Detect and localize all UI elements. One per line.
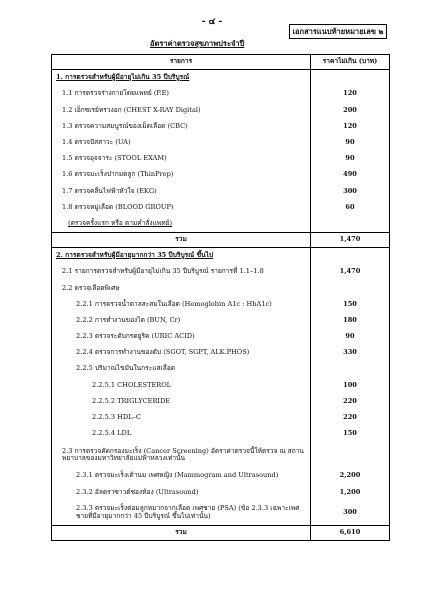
table-row bbox=[52, 361, 390, 377]
item-price: 100 bbox=[311, 377, 390, 393]
total-row bbox=[52, 232, 390, 247]
table-row bbox=[52, 183, 390, 199]
item-price: 90 bbox=[311, 135, 390, 151]
item-name: 1.1 การตรวจร่างกายโดยแพทย์ (P.E) bbox=[52, 86, 311, 102]
section-row bbox=[52, 247, 390, 264]
item-name: 1.3 ตรวจความสมบูรณ์ของเม็ดเลือด (CBC) bbox=[52, 119, 311, 135]
item-name: 2.2.1 การตรวจน้ำตาลสะสมในเลือด (Hemoglobin A1c : HbA1c) bbox=[52, 296, 311, 312]
item-name: 2.2.5 ปริมาณไขมันในกระแสเลือด bbox=[52, 361, 311, 377]
rate-table bbox=[51, 54, 390, 541]
table-header-row bbox=[52, 55, 390, 70]
table-row bbox=[52, 280, 390, 296]
item-name: 2.2.5.2 TRIGLYCERIDE bbox=[52, 394, 311, 410]
item-price: 1,470 bbox=[311, 264, 390, 280]
item-name: 1.7 ตรวจคลื่นไฟฟ้าหัวใจ (EKG) bbox=[52, 183, 311, 199]
table-row bbox=[52, 501, 390, 526]
table-row bbox=[52, 468, 390, 484]
document-title: อัตราค่าตรวจสุขภาพประจำปี bbox=[150, 39, 245, 48]
table-row bbox=[52, 426, 390, 442]
item-name: 2.3.2 อัลตราซาวด์ช่องท้อง (Ultrasound) bbox=[52, 484, 311, 500]
item-price: 90 bbox=[311, 151, 390, 167]
table-row bbox=[52, 329, 390, 345]
item-name: 2.2 ตรวจเลือดพิเศษ bbox=[52, 280, 311, 296]
table-row bbox=[52, 264, 390, 280]
table-row bbox=[52, 296, 390, 312]
item-name: 2.2.4 ตรวจการทำงานของตับ (SGOT, SGPT, ALK.PHOS) bbox=[52, 345, 311, 361]
item-name: 1.5 ตรวจอุจจาระ (STOOL EXAM) bbox=[52, 151, 311, 167]
table-row bbox=[52, 86, 390, 102]
table-row bbox=[52, 313, 390, 329]
page-number: - ๔ - bbox=[201, 17, 223, 27]
item-name: 2.2.2 การทำงานของไต (BUN, Cr) bbox=[52, 313, 311, 329]
item-price bbox=[311, 70, 390, 87]
item-price: 200 bbox=[311, 102, 390, 118]
table-row bbox=[52, 394, 390, 410]
item-price: 150 bbox=[311, 426, 390, 442]
item-price bbox=[311, 280, 390, 296]
item-price: 60 bbox=[311, 200, 390, 216]
item-name: 1.4 ตรวจปัสสาวะ (UA) bbox=[52, 135, 311, 151]
table-row bbox=[52, 167, 390, 183]
item-name: 1. การตรวจสำหรับผู้มีอายุไม่เกิน 35 ปีบริบูรณ์ bbox=[52, 70, 311, 87]
item-name: รวม bbox=[52, 525, 311, 540]
item-price: 220 bbox=[311, 410, 390, 426]
table-row bbox=[52, 442, 390, 468]
item-price: 220 bbox=[311, 394, 390, 410]
item-name: 1.8 ตรวจหมู่เลือด (BLOOD GROUP) bbox=[52, 200, 311, 216]
item-name: 2.2.3 ตรวจระดับกรดยูริค (URIC ACID) bbox=[52, 329, 311, 345]
item-name: 2.3.1 ตรวจมะเร็งเต้านม เพศหญิง (Mammogram and Ultrasound) bbox=[52, 468, 311, 484]
item-price: 2,200 bbox=[311, 468, 390, 484]
item-price: 1,200 bbox=[311, 484, 390, 500]
item-name: 2.2.5.1 CHOLESTEROL bbox=[52, 377, 311, 393]
item-name: 2.2.5.3 HDL–C bbox=[52, 410, 311, 426]
table-body bbox=[52, 70, 390, 541]
table-row bbox=[52, 377, 390, 393]
item-price: 300 bbox=[311, 501, 390, 526]
item-price: 300 bbox=[311, 183, 390, 199]
table-row bbox=[52, 216, 390, 233]
item-price bbox=[311, 442, 390, 468]
item-price: 120 bbox=[311, 119, 390, 135]
item-price: 90 bbox=[311, 329, 390, 345]
table-row bbox=[52, 119, 390, 135]
column-header-item: รายการ bbox=[52, 55, 311, 70]
item-price: 120 bbox=[311, 86, 390, 102]
item-price bbox=[311, 361, 390, 377]
item-name: รวม bbox=[52, 232, 311, 247]
item-price: 150 bbox=[311, 296, 390, 312]
item-price: 1,470 bbox=[311, 232, 390, 247]
item-name: 2.3.3 ตรวจมะเร็งต่อมลูกหมากจากเลือด เพศชาย (PSA) (ข้อ 2.3.3 เฉพาะเพศชายที่มีอายุมากกว่า 45 ปีบริบูรณ์ ขึ้นไปเท่านั้น) bbox=[52, 501, 311, 526]
table-row bbox=[52, 135, 390, 151]
table-row bbox=[52, 102, 390, 118]
table-row bbox=[52, 484, 390, 500]
item-name: 1.2 เอ็กซเรย์ทรวงอก (CHEST X-RAY Digital) bbox=[52, 102, 311, 118]
table-row bbox=[52, 345, 390, 361]
section-row bbox=[52, 70, 390, 87]
column-header-price: ราคาไม่เกิน (บาท) bbox=[311, 55, 390, 70]
table-row bbox=[52, 410, 390, 426]
item-name: 2.2.5.4 LDL bbox=[52, 426, 311, 442]
item-price bbox=[311, 216, 390, 233]
item-price: 180 bbox=[311, 313, 390, 329]
item-name: 2. การตรวจสำหรับผู้มีอายุมากกว่า 35 ปีบริบูรณ์ ขึ้นไป bbox=[52, 247, 311, 264]
table-row bbox=[52, 200, 390, 216]
item-name: 2.1 รายการตรวจสำหรับผู้มีอายุไม่เกิน 35 ปีบริบูรณ์ รายการที่ 1.1–1.8 bbox=[52, 264, 311, 280]
item-price bbox=[311, 247, 390, 264]
attachment-label: เอกสารแนบท้ายหมายเลข ๒ bbox=[289, 24, 387, 39]
item-name: 1.6 ตรวจมะเร็งปากมดลูก (ThinPrep) bbox=[52, 167, 311, 183]
item-name: (ตรวจครั้งแรก หรือ ตามคำสั่งแพทย์) bbox=[52, 216, 311, 233]
item-name: 2.3 การตรวจคัดกรองมะเร็ง (Cancer Screening) อัตราค่าตรวจนี้ให้ตรวจ ณ สถานพยาบาลของมหาวิทยาลัยแม่ฟ้าหลวงเท่านั้น bbox=[52, 442, 311, 468]
item-price: 330 bbox=[311, 345, 390, 361]
total-row bbox=[52, 525, 390, 540]
item-price: 6,610 bbox=[311, 525, 390, 540]
table-row bbox=[52, 151, 390, 167]
item-price: 490 bbox=[311, 167, 390, 183]
